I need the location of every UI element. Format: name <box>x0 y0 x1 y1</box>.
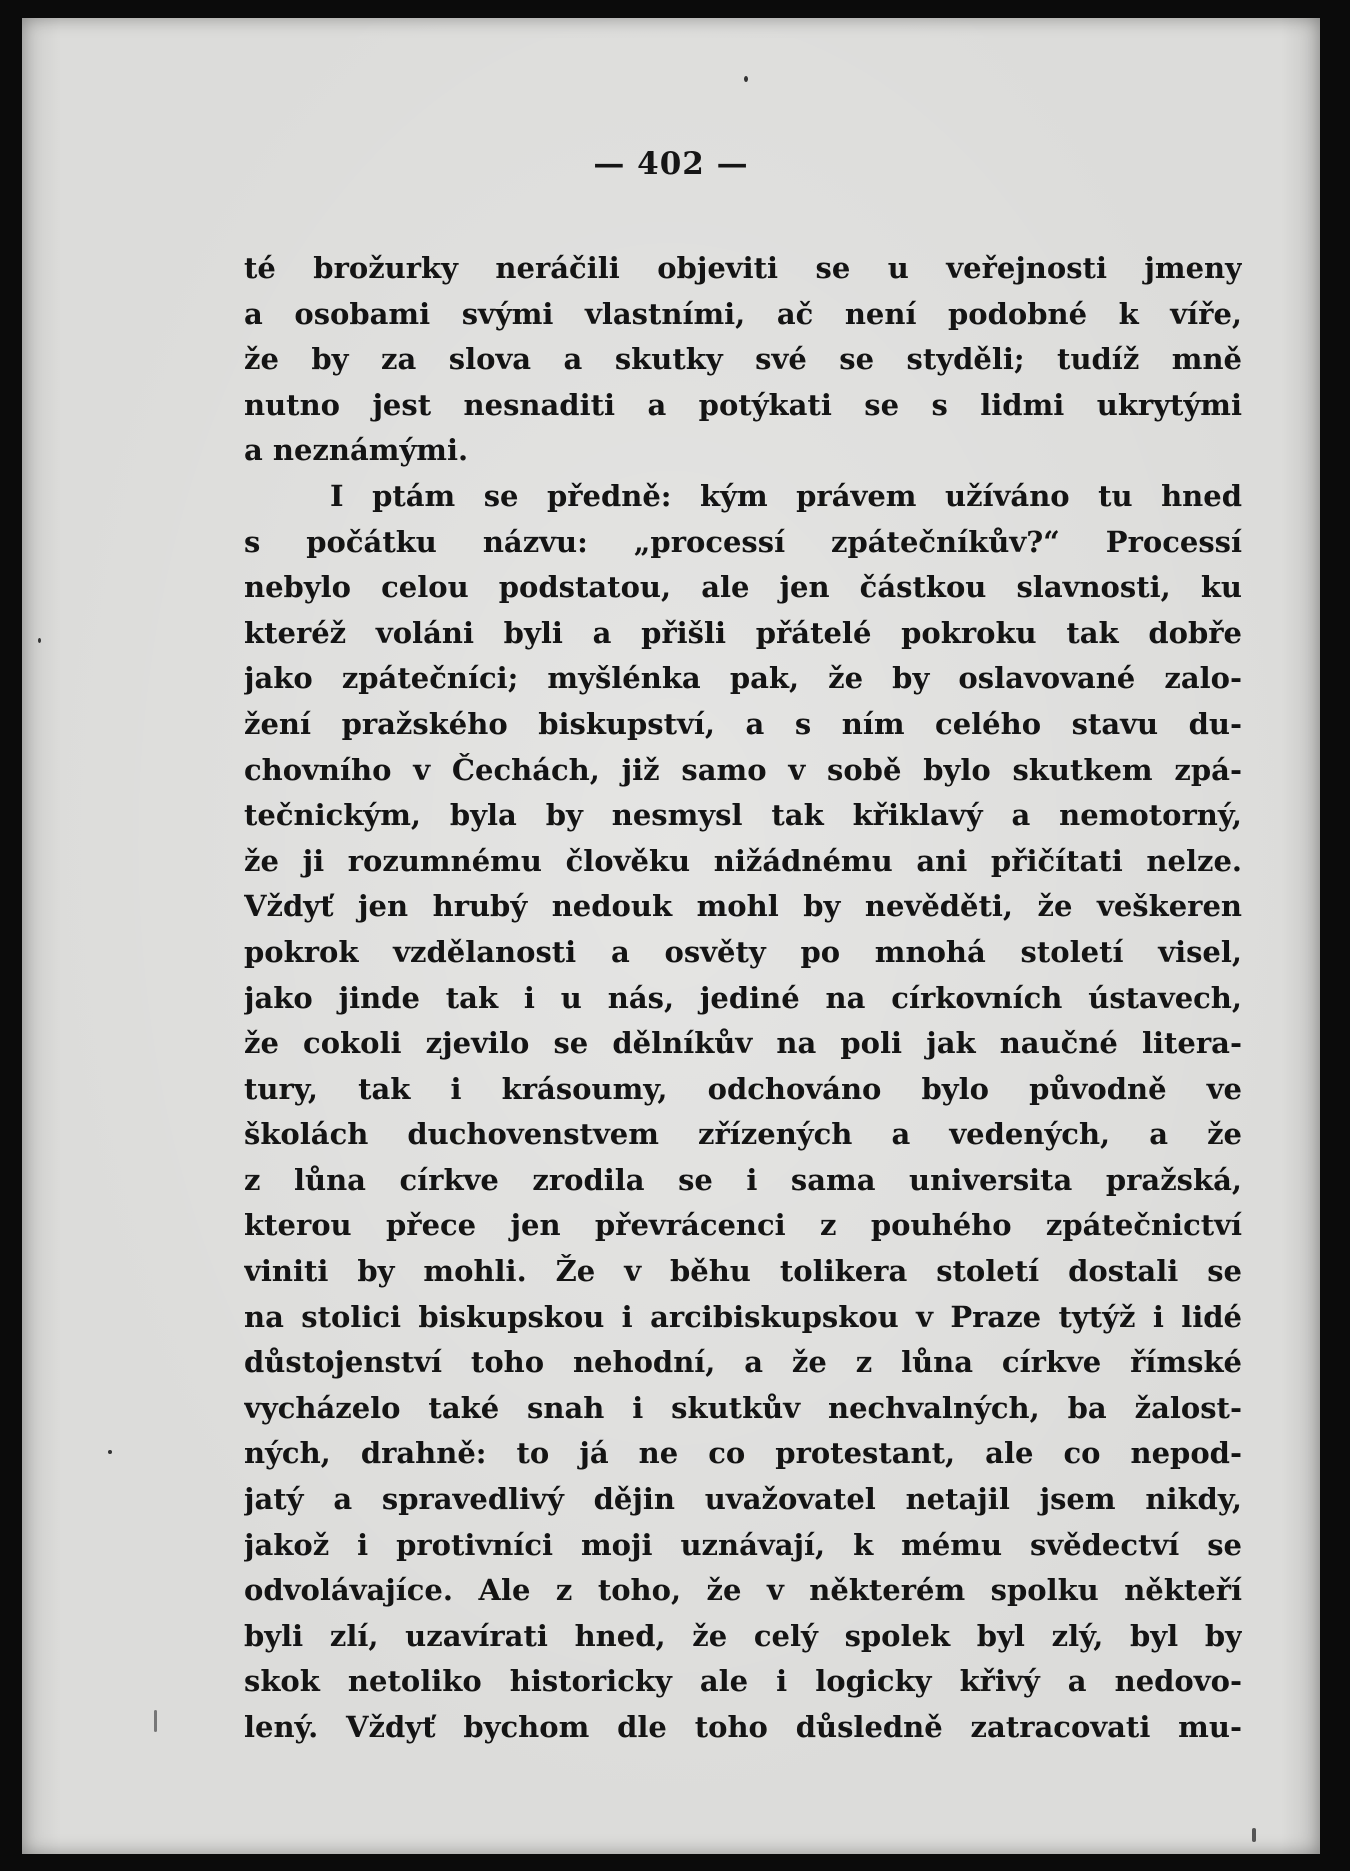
text-line: jako jinde tak i u nás, jediné na církovních ústavech, <box>244 980 1242 1015</box>
text-line: z lůna církve zrodila se i sama universita pražská, <box>244 1162 1242 1197</box>
text-line: lený. Vždyť bychom dle toho důsledně zatracovati mu- <box>244 1710 1242 1744</box>
body-text <box>244 246 1242 1751</box>
text-line: nebylo celou podstatou, ale jen částkou slavnosti, ku <box>244 570 1242 605</box>
book-page <box>22 18 1320 1854</box>
page-number: — 402 — <box>593 146 749 182</box>
text-line: tury, tak i krásoumy, odchováno bylo původně ve <box>244 1071 1242 1106</box>
text-line: důstojenství toho nehodní, a že z lůna církve římské <box>244 1345 1242 1380</box>
text-line: jakož i protivníci moji uznávají, k mému svědectví se <box>244 1527 1242 1562</box>
text-line: pokrok vzdělanosti a osvěty po mnohá století visel, <box>244 934 1242 969</box>
text-line: jatý a spravedlivý dějin uvažovatel netajil jsem nikdy, <box>244 1482 1242 1517</box>
text-line: viniti by mohli. Že v běhu tolikera století dostali se <box>244 1254 1242 1289</box>
text-line: že cokoli zjevilo se dělníkův na poli jak naučné litera- <box>244 1026 1242 1061</box>
text-line: žení pražského biskupství, a s ním celého stavu du- <box>244 706 1242 741</box>
text-line: vycházelo také snah i skutkův nechvalných, ba žalost- <box>244 1390 1242 1425</box>
text-line: I ptám se předně: kým právem užíváno tu hned <box>330 478 1242 513</box>
text-line: chovního v Čechách, již samo v sobě bylo skutkem zpá- <box>244 752 1242 787</box>
text-line: s počátku názvu: „processí zpátečníkův?“ Processí <box>244 524 1242 559</box>
text-line: a neznámými. <box>244 433 469 468</box>
paper-speck <box>154 1710 157 1732</box>
text-line: kteréž voláni byli a přišli přátelé pokroku tak dobře <box>244 615 1242 650</box>
paper-speck <box>108 1450 112 1454</box>
paper-speck <box>1252 1828 1256 1842</box>
text-line: že ji rozumnému člověku nižádnému ani přičítati nelze. <box>244 843 1242 878</box>
text-line: Vždyť jen hrubý nedouk mohl by nevěděti, že veškeren <box>244 889 1242 924</box>
text-line: na stolici biskupskou i arcibiskupskou v Praze tytýž i lidé <box>244 1299 1242 1334</box>
text-line: jako zpátečníci; myšlénka pak, že by oslavované zalo- <box>244 661 1242 696</box>
paper-speck <box>38 638 41 643</box>
text-line: kterou přece jen převrácenci z pouhého zpátečnictví <box>244 1208 1242 1243</box>
text-line: ných, drahně: to já ne co protestant, ale co nepod- <box>244 1436 1242 1471</box>
text-line: skok netoliko historicky ale i logicky křivý a nedovo- <box>244 1664 1242 1699</box>
text-line: byli zlí, uzavírati hned, že celý spolek byl zlý, byl by <box>244 1618 1242 1653</box>
text-line: té brožurky neráčili objeviti se u veřejnosti jmeny <box>244 251 1242 285</box>
text-line: školách duchovenstvem zřízených a vedených, a že <box>244 1117 1242 1152</box>
text-line: že by za slova a skutky své se styděli; tudíž mně <box>244 342 1242 377</box>
text-line: a osobami svými vlastními, ač není podobné k víře, <box>244 296 1242 331</box>
paper-speck <box>744 76 748 82</box>
text-line: odvolávajíce. Ale z toho, že v některém spolku někteří <box>244 1573 1242 1608</box>
text-line: tečnickým, byla by nesmysl tak křiklavý a nemotorný, <box>244 798 1242 833</box>
text-line: nutno jest nesnaditi a potýkati se s lidmi ukrytými <box>244 387 1242 422</box>
